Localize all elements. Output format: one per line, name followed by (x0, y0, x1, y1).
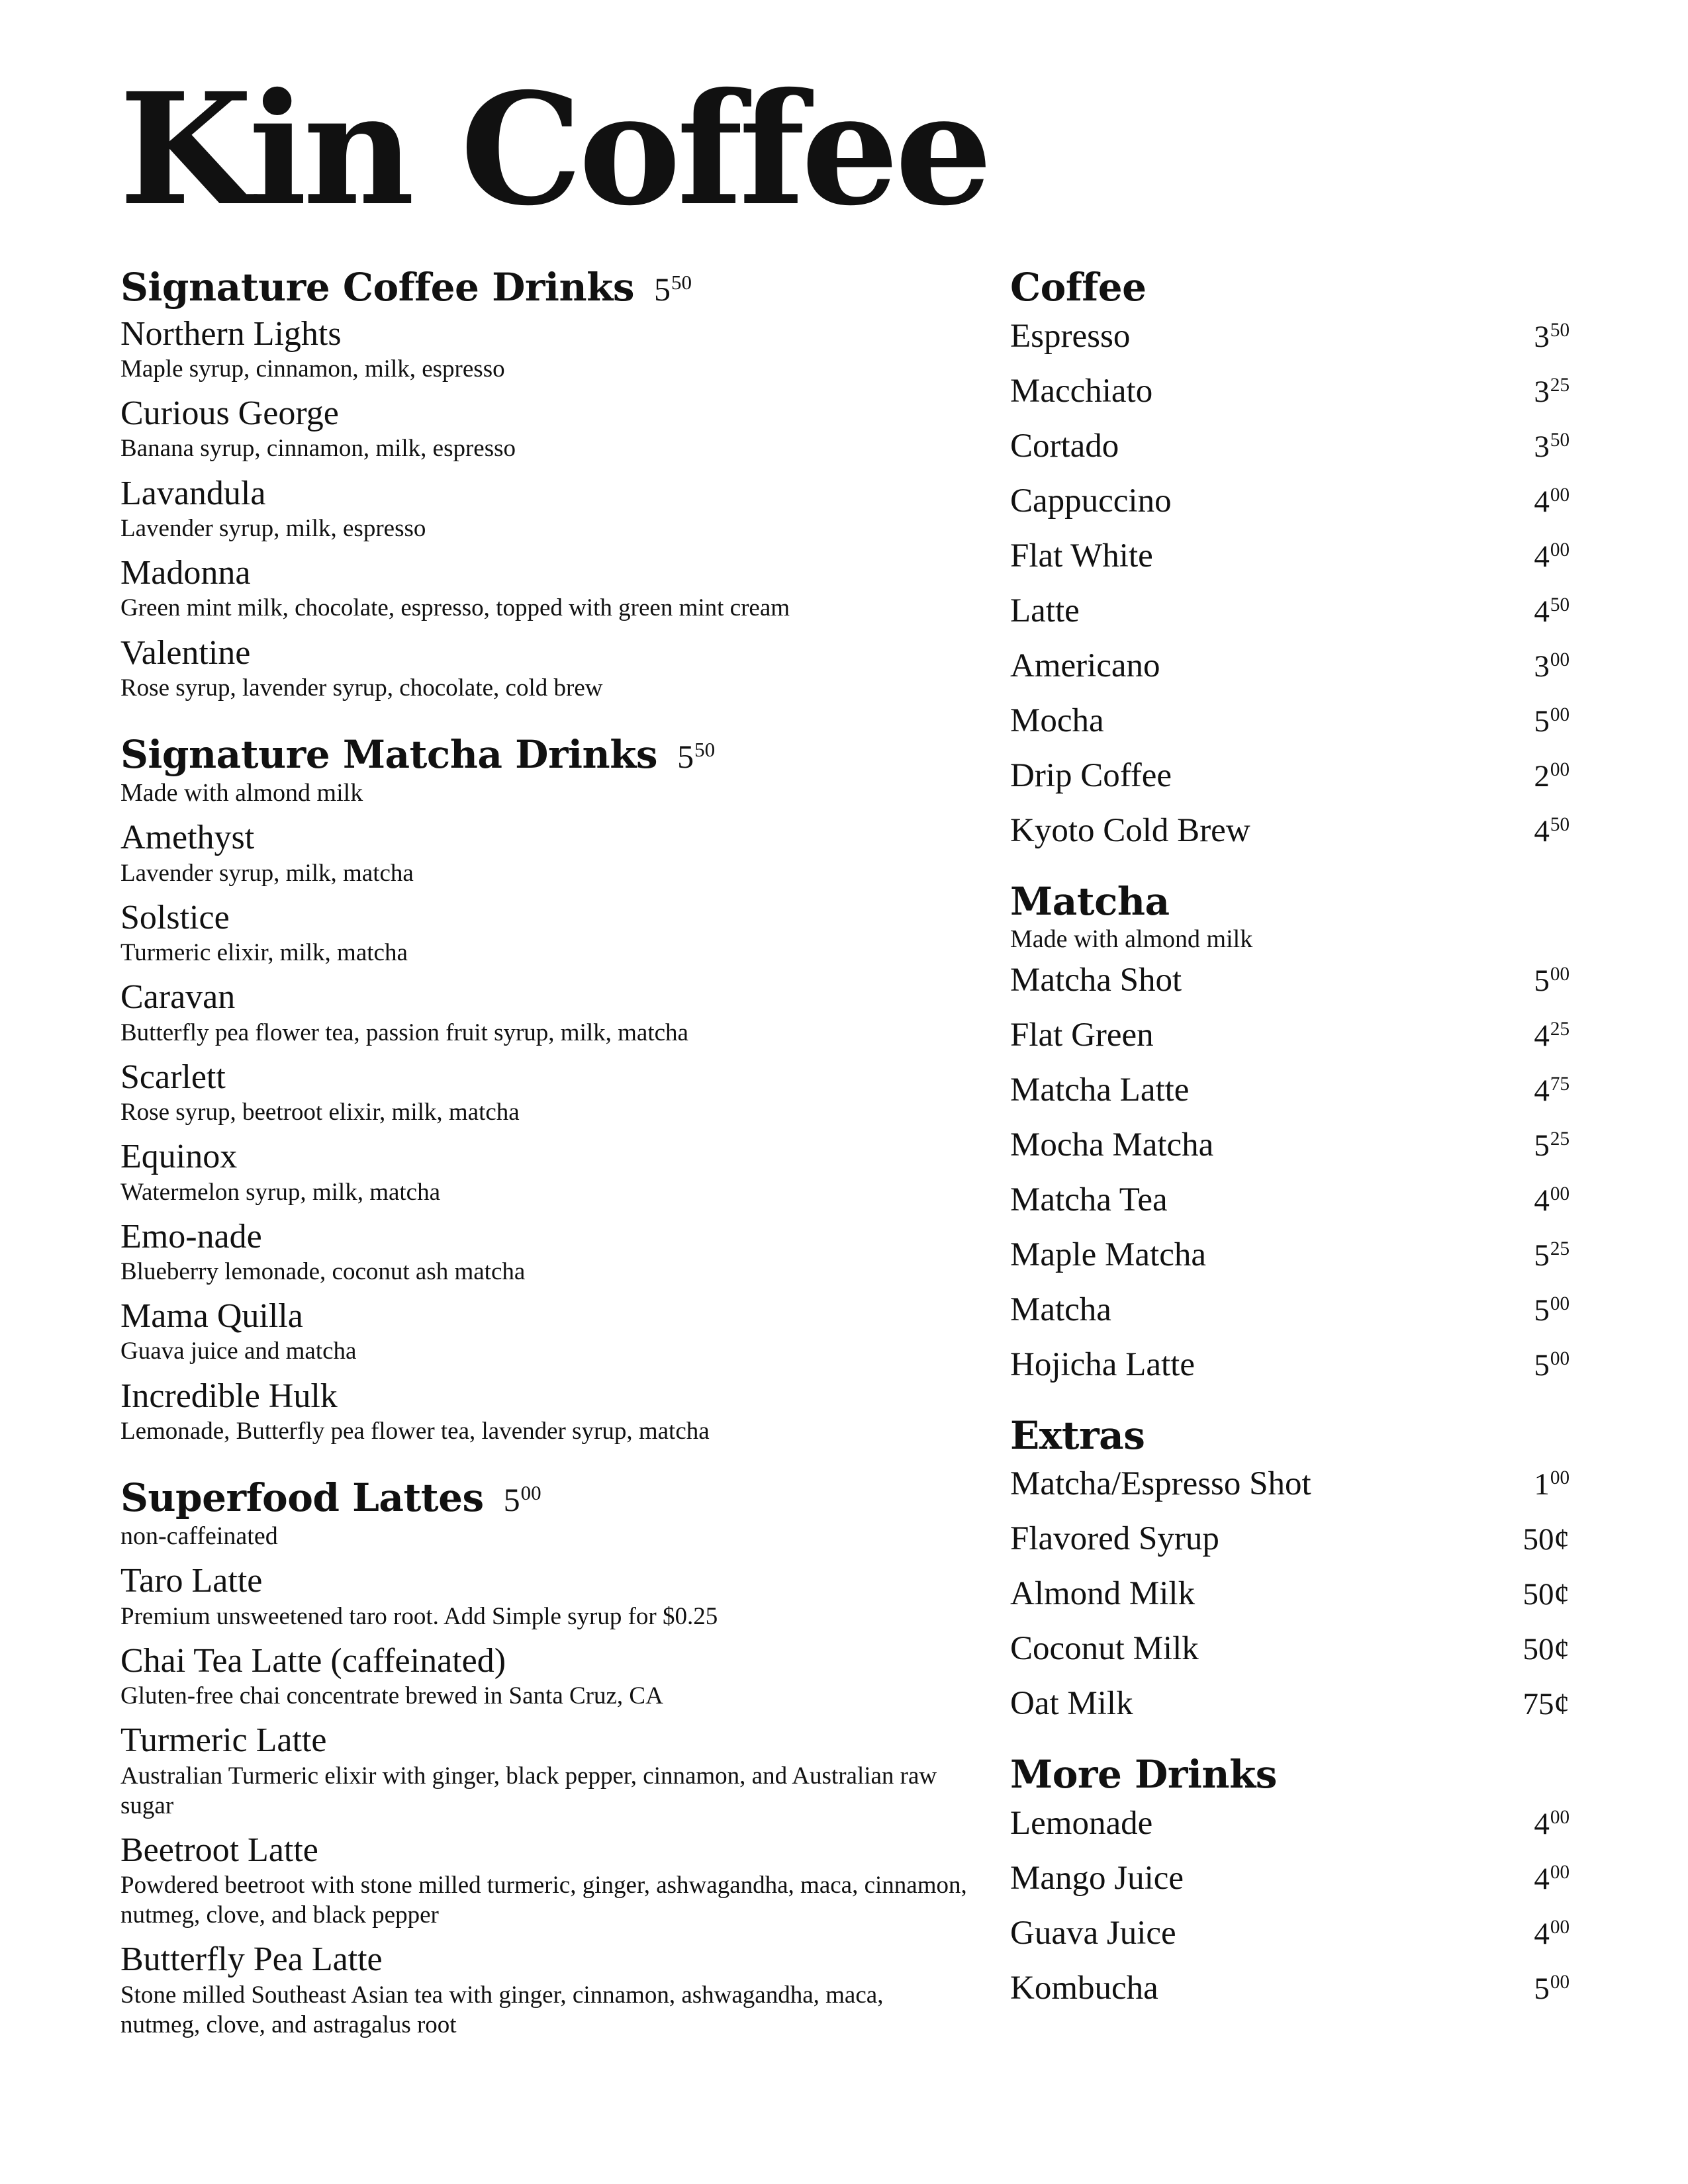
item-name: Equinox (120, 1138, 238, 1176)
section-signature-coffee (120, 265, 968, 703)
menu-row (1010, 1290, 1570, 1345)
item-name: Northern Lights (120, 314, 342, 353)
item-name: Espresso (1010, 317, 1131, 355)
item-name: Lavandula (120, 474, 266, 512)
item-name: Solstice (120, 898, 230, 936)
menu-row (1010, 646, 1570, 701)
right-column (1010, 265, 1570, 2023)
item-price: $5^{00}$ (1534, 1971, 1570, 2006)
section-price: $5^{00}$ (503, 1481, 541, 1519)
menu-row (1010, 701, 1570, 756)
menu-item (120, 393, 968, 463)
menu-item (120, 633, 968, 703)
item-name: Flat Green (1010, 1016, 1154, 1054)
menu-row (1010, 1629, 1570, 1684)
item-price: $1^{00}$ (1534, 1467, 1570, 1502)
section-matcha (1010, 879, 1570, 1400)
section-title: Matcha (1010, 878, 1170, 924)
item-name: Lemonade (1010, 1804, 1153, 1842)
item-price: $4^{00}$ (1534, 1861, 1570, 1896)
item-description: Rose syrup, beetroot elixir, milk, matcha (120, 1099, 520, 1126)
menu-item (120, 897, 968, 968)
menu-row (1010, 960, 1570, 1015)
item-description: Green mint milk, chocolate, espresso, topped with green mint cream (120, 594, 790, 622)
item-name: Matcha Shot (1010, 961, 1182, 999)
item-name: Drip Coffee (1010, 756, 1172, 794)
item-description: Lavender syrup, milk, espresso (120, 514, 426, 542)
item-name: Coconut Milk (1010, 1630, 1199, 1668)
item-name: Mocha Matcha (1010, 1126, 1214, 1163)
item-price: $5^{00}$ (1534, 1293, 1570, 1328)
item-name: Mama Quilla (120, 1297, 303, 1336)
item-name: Oat Milk (1010, 1685, 1133, 1723)
item-price: $4^{75}$ (1534, 1073, 1570, 1108)
item-description: Watermelon syrup, milk, matcha (120, 1178, 441, 1206)
item-price: 75¢ (1523, 1687, 1570, 1722)
item-name: Butterfly Pea Latte (120, 1940, 383, 1979)
menu-row (1010, 1803, 1570, 1858)
section-price: $5^{50}$ (653, 270, 692, 308)
menu-item (120, 1720, 968, 1821)
item-description: Premium unsweetened taro root. Add Simple syrup for $0.25 (120, 1602, 718, 1630)
item-name: Turmeric Latte (120, 1721, 327, 1760)
section-title: Superfood Lattes (120, 1475, 484, 1521)
menu-item (120, 553, 968, 623)
menu-row (1010, 1858, 1570, 1913)
menu-row (1010, 756, 1570, 811)
item-name: Caravan (120, 978, 236, 1017)
item-description: Banana syrup, cinnamon, milk, espresso (120, 435, 516, 463)
item-description: Lemonade, Butterfly pea flower tea, lavender syrup, matcha (120, 1417, 710, 1445)
item-price: $4^{50}$ (1534, 594, 1570, 629)
section-signature-matcha (120, 732, 968, 1446)
item-price: 50¢ (1523, 1522, 1570, 1557)
item-price: $3^{50}$ (1534, 319, 1570, 354)
item-name: Kyoto Cold Brew (1010, 811, 1250, 849)
item-name: Americano (1010, 647, 1160, 684)
item-description: Australian Turmeric elixir with ginger, black pepper, cinnamon, and Australian raw sugar (120, 1762, 937, 1819)
menu-item (120, 1136, 968, 1206)
menu-row (1010, 1574, 1570, 1629)
menu-row (1010, 591, 1570, 646)
item-name: Cappuccino (1010, 482, 1172, 520)
menu-item (120, 977, 968, 1047)
item-price: $4^{50}$ (1534, 813, 1570, 848)
item-name: Scarlett (120, 1058, 226, 1096)
section-note: Made with almond milk (120, 778, 363, 807)
item-description: Butterfly pea flower tea, passion fruit syrup, milk, matcha (120, 1019, 688, 1046)
item-name: Mocha (1010, 702, 1104, 739)
section-header (120, 732, 968, 778)
item-price: $3^{25}$ (1534, 374, 1570, 409)
item-name: Flat White (1010, 537, 1153, 574)
menu-row (1010, 426, 1570, 481)
menu-item (120, 473, 968, 543)
item-name: Taro Latte (120, 1562, 263, 1600)
menu-row (1010, 1345, 1570, 1400)
menu-item (120, 1830, 968, 1931)
menu-title: Kin Coffee (119, 59, 989, 240)
menu-item (120, 1376, 968, 1446)
menu-row (1010, 1180, 1570, 1235)
menu-item (120, 1939, 968, 2040)
item-name: Almond Milk (1010, 1575, 1196, 1613)
menu-row (1010, 316, 1570, 371)
menu-row (1010, 1519, 1570, 1574)
menu-item (120, 1641, 968, 1711)
item-description: Gluten-free chai concentrate brewed in Santa Cruz, CA (120, 1682, 663, 1710)
item-price: $3^{00}$ (1534, 649, 1570, 684)
item-name: Chai Tea Latte (caffeinated) (120, 1641, 506, 1680)
item-name: Amethyst (120, 819, 255, 857)
menu-row (1010, 536, 1570, 591)
section-coffee (1010, 265, 1570, 866)
menu-row (1010, 1235, 1570, 1290)
section-title: More Drinks (1010, 1752, 1277, 1797)
item-name: Latte (1010, 592, 1080, 629)
left-column (120, 265, 968, 2040)
item-description: Blueberry lemonade, coconut ash matcha (120, 1257, 526, 1285)
item-price: $4^{00}$ (1534, 539, 1570, 574)
item-name: Beetroot Latte (120, 1831, 318, 1869)
section-superfood-lattes (120, 1475, 968, 2040)
item-description: Turmeric elixir, milk, matcha (120, 939, 408, 967)
section-extras (1010, 1413, 1570, 1739)
item-name: Incredible Hulk (120, 1377, 338, 1415)
menu-row (1010, 1125, 1570, 1180)
item-name: Macchiato (1010, 372, 1153, 410)
item-name: Curious George (120, 394, 339, 433)
item-price: $5^{25}$ (1534, 1128, 1570, 1163)
item-price: $4^{00}$ (1534, 1183, 1570, 1218)
menu-row (1010, 811, 1570, 866)
menu-item (120, 1296, 968, 1366)
item-description: Powdered beetroot with stone milled turmeric, ginger, ashwagandha, maca, cinnamon, nutmeg, clove, and black pepper (120, 1872, 967, 1929)
item-price: $5^{00}$ (1534, 1347, 1570, 1383)
item-name: Guava Juice (1010, 1914, 1176, 1952)
item-description: Maple syrup, cinnamon, milk, espresso (120, 355, 505, 383)
item-price: $5^{00}$ (1534, 704, 1570, 739)
item-name: Hojicha Latte (1010, 1345, 1195, 1383)
menu-item (120, 817, 968, 887)
section-note: non-caffeinated (120, 1522, 278, 1550)
section-note: Made with almond milk (1010, 925, 1253, 954)
item-price: $5^{25}$ (1534, 1238, 1570, 1273)
item-description: Guava juice and matcha (120, 1338, 357, 1365)
item-price: $4^{00}$ (1534, 484, 1570, 519)
item-name: Matcha Tea (1010, 1181, 1168, 1218)
item-name: Kombucha (1010, 1969, 1158, 2007)
menu-item (120, 314, 968, 384)
menu-row (1010, 481, 1570, 536)
item-name: Cortado (1010, 427, 1119, 465)
menu-row (1010, 1684, 1570, 1739)
item-price: $4^{00}$ (1534, 1916, 1570, 1951)
item-price: 50¢ (1523, 1632, 1570, 1667)
item-description: Rose syrup, lavender syrup, chocolate, cold brew (120, 674, 603, 702)
menu-row (1010, 1015, 1570, 1070)
item-price: $5^{00}$ (1534, 963, 1570, 998)
section-price: $5^{50}$ (677, 737, 716, 776)
item-name: Valentine (120, 633, 251, 672)
item-price: $2^{00}$ (1534, 758, 1570, 794)
item-price: $4^{25}$ (1534, 1018, 1570, 1053)
item-price: $4^{00}$ (1534, 1806, 1570, 1841)
item-price: $3^{50}$ (1534, 429, 1570, 464)
item-name: Matcha (1010, 1291, 1111, 1328)
menu-row (1010, 1968, 1570, 2023)
section-header (120, 1475, 968, 1522)
menu-item (120, 1057, 968, 1127)
item-name: Matcha/Espresso Shot (1010, 1465, 1311, 1503)
menu-row (1010, 1464, 1570, 1519)
menu-row (1010, 1070, 1570, 1125)
item-description: Lavender syrup, milk, matcha (120, 859, 414, 887)
section-title: Extras (1010, 1412, 1145, 1458)
item-name: Emo-nade (120, 1217, 262, 1255)
section-more-drinks (1010, 1752, 1570, 2023)
section-header (120, 265, 968, 311)
section-title: Signature Matcha Drinks (120, 732, 658, 778)
item-name: Maple Matcha (1010, 1236, 1206, 1273)
item-name: Madonna (120, 554, 251, 592)
menu-row (1010, 1913, 1570, 1968)
item-name: Flavored Syrup (1010, 1520, 1219, 1558)
menu-row (1010, 371, 1570, 426)
item-name: Mango Juice (1010, 1859, 1184, 1897)
item-name: Matcha Latte (1010, 1071, 1190, 1109)
section-title: Signature Coffee Drinks (120, 265, 634, 310)
section-title: Coffee (1010, 265, 1147, 310)
item-price: 50¢ (1523, 1577, 1570, 1612)
item-description: Stone milled Southeast Asian tea with ginger, cinnamon, ashwagandha, maca, nutmeg, clove, and astragalus root (120, 1981, 884, 2038)
menu-item (120, 1216, 968, 1287)
menu-item (120, 1561, 968, 1631)
